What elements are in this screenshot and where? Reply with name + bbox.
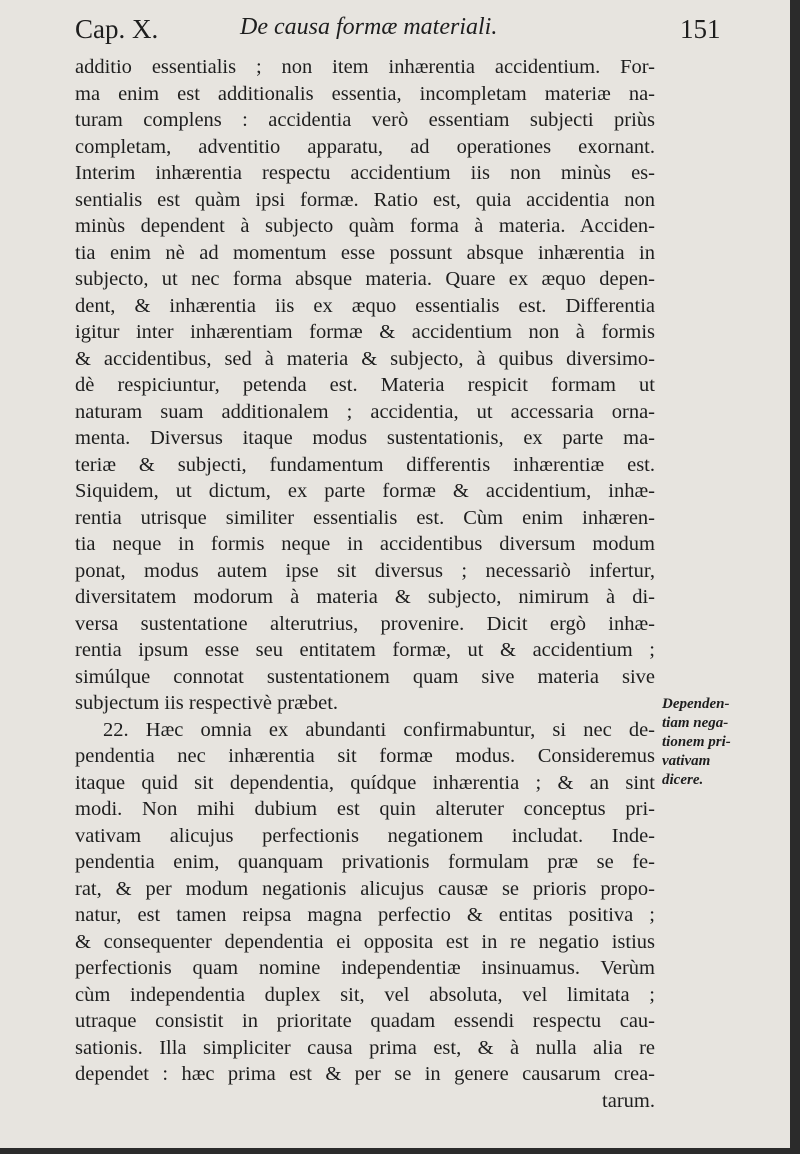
text-line: ma enim est additionalis essentia, incompletam materiæ na- [75,82,655,105]
running-title: De causa formæ materiali. [240,14,498,40]
text-line: rat, & per modum negationis alicujus causæ se prioris propo- [75,877,655,900]
text-line: naturam suam additionalem ; accidentia, ut accessaria orna- [75,400,655,423]
marginal-note-line: Dependen- [662,696,730,712]
text-line: sationis. Illa simpliciter causa prima est, & à nulla alia re [75,1036,655,1059]
marginal-note-line: vativam [662,753,711,769]
text-line: diversitatem modorum à materia & subjecto, nimirum à di- [75,586,655,608]
text-line: rentia utrisque similiter essentialis est. Cùm enim inhæren- [75,506,655,529]
text-line: & consequenter dependentia ei opposita est in re negatio istius [75,930,655,953]
text-line: teriæ & subjecti, fundamentum differentis inhærentiæ est. [75,453,655,476]
text-line: Siquidem, ut dictum, ex parte formæ & accidentium, inhæ- [75,480,655,502]
text-line: pendentia enim, quanquam privationis formulam præ se fe- [75,851,655,873]
marginal-note-line: tionem pri- [662,734,731,750]
text-line: ponat, modus autem ipse sit diversus ; necessariò infertur, [75,559,655,582]
text-line: vativam alicujus perfectionis negationem includat. Inde- [75,824,655,847]
text-line: additio essentialis ; non item inhærentia accidentium. For- [75,56,655,78]
text-line: versa sustentatione alterutrius, provenire. Dicit ergò inhæ- [75,612,655,635]
text-line: sentialis est quàm ipsi formæ. Ratio est, quia accidentia non [75,188,655,211]
text-line: perfectionis quam nomine independentiæ insinuamus. Verùm [75,957,655,979]
text-line: rentia ipsum esse seu entitatem formæ, ut & accidentium ; [75,639,655,661]
text-line: completam, adventitio apparatu, ad operationes exornant. [75,135,655,158]
marginal-note-line: tiam nega- [662,715,729,731]
page-edge-shadow [790,0,800,1154]
text-line: turam complens : accidentia verò essentiam subjecti priùs [75,109,655,131]
marginal-note-line: dicere. [662,772,704,788]
text-line: dè respiciuntur, petenda est. Materia respicit formam ut [75,374,655,396]
text-line: utraque consistit in prioritate quadam essendi respectu cau- [75,1010,655,1032]
text-line: Interim inhærentia respectu accidentium iis non minùs es- [75,162,655,184]
text-line: igitur inter inhærentiam formæ & accidentium non à formis [75,321,655,343]
text-line: subjectum iis respectivè præbet. [75,692,339,714]
text-line: pendentia nec inhærentia sit formæ modus. Consideremus [75,745,655,767]
text-line: tia enim nè ad momentum esse possunt absque inhærentia in [75,241,655,264]
text-line: minùs dependent à subjecto quàm forma à materia. Acciden- [75,215,655,237]
paragraph-22-start: 22. Hæc omnia ex abundanti confirmabuntur, si nec de- [103,718,655,741]
page-bottom-shadow [0,1148,800,1154]
text-line: dependet : hæc prima est & per se in genere causarum crea- [75,1063,655,1085]
text-line: subjecto, ut nec forma absque materia. Quare ex æquo depen- [75,268,655,290]
text-line: & accidentibus, sed à materia & subjecto, à quibus diversimo- [75,347,655,370]
text-line: tia neque in formis neque in accidentibus diversum modum [75,533,655,555]
marginal-note [662,695,782,790]
catchword-line: tarum. [602,1089,655,1112]
text-line: modi. Non mihi dubium est quin alteruter conceptus pri- [75,798,655,820]
text-line: simúlque connotat sustentationem quam sive materia sive [75,665,655,688]
main-text-block [75,54,655,1114]
text-line: natur, est tamen reipsa magna perfectio & entitas positiva ; [75,904,655,926]
chapter-label: Cap. X. [75,14,159,44]
page-number: 151 [680,14,721,44]
text-line: dent, & inhærentia iis ex æquo essentialis est. Differentia [75,294,655,317]
running-header [75,14,765,50]
text-line: cùm independentia duplex sit, vel absoluta, vel limitata ; [75,983,655,1006]
text-line: itaque quid sit dependentia, quídque inhærentia ; & an sint [75,771,655,794]
text-line: menta. Diversus itaque modus sustentationis, ex parte ma- [75,427,655,449]
